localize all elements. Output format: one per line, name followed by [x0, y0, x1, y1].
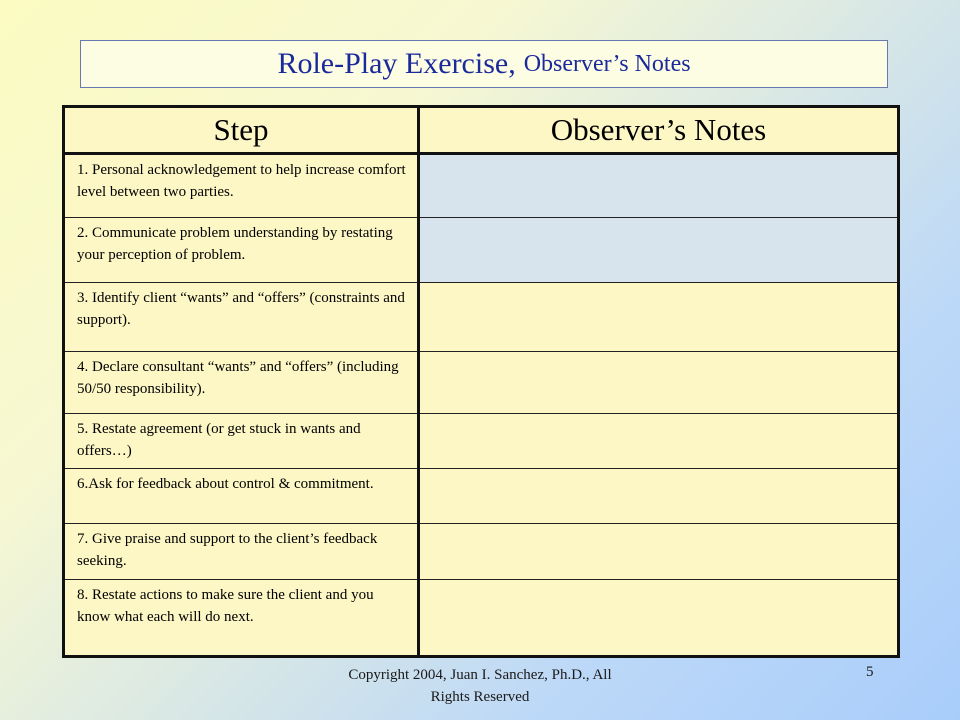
note-cell[interactable] [419, 580, 899, 657]
table-row [64, 154, 899, 218]
note-cell[interactable] [419, 283, 899, 352]
step-cell: 2. Communicate problem understanding by restating your perception of problem. [64, 218, 419, 283]
table-row [64, 352, 899, 414]
slide-title-box [80, 40, 888, 88]
step-cell: 6.Ask for feedback about control & commitment. [64, 469, 419, 524]
table-row [64, 524, 899, 580]
table-row [64, 218, 899, 283]
header-step: Step [64, 107, 419, 154]
header-observer-notes: Observer’s Notes [419, 107, 899, 154]
step-cell: 3. Identify client “wants” and “offers” (constraints and support). [64, 283, 419, 352]
table-row [64, 283, 899, 352]
step-cell: 7. Give praise and support to the client’s feedback seeking. [64, 524, 419, 580]
step-cell: 8. Restate actions to make sure the client and you know what each will do next. [64, 580, 419, 657]
note-cell[interactable] [419, 352, 899, 414]
step-cell: 4. Declare consultant “wants” and “offers” (including 50/50 responsibility). [64, 352, 419, 414]
slide-title: Role-Play Exercise, [277, 47, 516, 80]
note-cell[interactable] [419, 524, 899, 580]
note-cell[interactable] [419, 154, 899, 218]
table-row [64, 414, 899, 469]
table-row [64, 469, 899, 524]
step-cell: 5. Restate agreement (or get stuck in wants and offers…) [64, 414, 419, 469]
table-row [64, 580, 899, 657]
copyright-footer: Copyright 2004, Juan I. Sanchez, Ph.D., All Rights Reserved [348, 667, 612, 705]
note-cell[interactable] [419, 469, 899, 524]
slide-subtitle: Observer’s Notes [523, 50, 691, 77]
table-header-row [64, 107, 899, 154]
note-cell[interactable] [419, 218, 899, 283]
observer-notes-table [62, 105, 900, 658]
page-number: 5 [866, 664, 874, 680]
step-cell: 1. Personal acknowledgement to help increase comfort level between two parties. [64, 154, 419, 218]
note-cell[interactable] [419, 414, 899, 469]
